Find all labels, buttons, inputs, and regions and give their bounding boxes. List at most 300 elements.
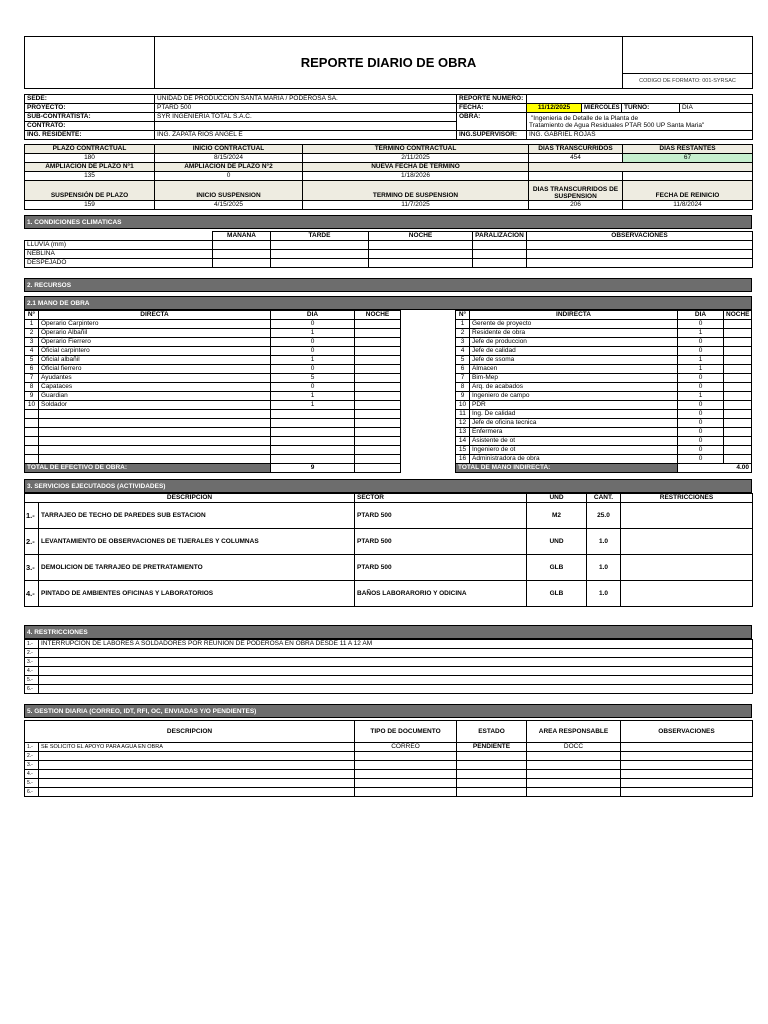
suspension-header: SUSPENSIÓN DE PLAZO bbox=[25, 181, 155, 201]
dias-restantes-header: DIAS RESTANTES bbox=[623, 145, 753, 154]
noche-count bbox=[355, 329, 401, 338]
table-row bbox=[25, 529, 753, 555]
row-number: 3 bbox=[456, 338, 470, 347]
empty-cell bbox=[355, 410, 401, 419]
staff-role: Administradora de obra bbox=[470, 455, 678, 464]
gestion-tipo bbox=[355, 770, 457, 779]
noche-header: NOCHE bbox=[724, 311, 752, 320]
plazo-table bbox=[24, 144, 753, 210]
table-row bbox=[25, 320, 401, 329]
clima-col-paralizacion: PARALIZACIÓN bbox=[473, 232, 527, 241]
worker-role: Operario Carpintero bbox=[39, 320, 271, 329]
gestion-description bbox=[39, 770, 355, 779]
dia-count: 1 bbox=[678, 365, 724, 374]
report-header bbox=[24, 36, 753, 89]
subcontratista-label: SUB-CONTRATISTA: bbox=[25, 113, 155, 122]
service-restricciones bbox=[621, 529, 753, 555]
clima-row-label: DESPEJADO bbox=[25, 259, 213, 268]
dia-count: 0 bbox=[678, 437, 724, 446]
residente-label: ING. RESIDENTE: bbox=[25, 131, 155, 140]
clima-col-tarde: TARDE bbox=[271, 232, 369, 241]
service-description: DEMOLICION DE TARRAJEO DE PRETRATAMIENTO bbox=[39, 555, 355, 581]
service-description: PINTADO DE AMBIENTES OFICINAS Y LABORATORIOS bbox=[39, 581, 355, 607]
termino-suspension-header: TERMINO DE SUSPENSION bbox=[303, 181, 529, 201]
empty-cell bbox=[271, 455, 355, 464]
service-und: GLB bbox=[527, 581, 587, 607]
empty-cell bbox=[39, 419, 271, 428]
gestion-area bbox=[527, 761, 621, 770]
row-number: 3.- bbox=[25, 555, 39, 581]
worker-role: Operario Fierrero bbox=[39, 338, 271, 347]
proyecto-label: PROYECTO: bbox=[25, 104, 155, 113]
noche-count bbox=[355, 338, 401, 347]
table-row bbox=[456, 437, 752, 446]
table-row bbox=[25, 356, 401, 365]
empty-cell bbox=[529, 172, 623, 181]
row-number: 9 bbox=[25, 392, 39, 401]
table-row bbox=[456, 347, 752, 356]
ampliacion-2-value: 0 bbox=[155, 172, 303, 181]
empty-cell bbox=[25, 437, 39, 446]
row-number: 1.- bbox=[25, 640, 39, 649]
service-restricciones bbox=[621, 503, 753, 529]
service-restricciones bbox=[621, 555, 753, 581]
project-info bbox=[24, 94, 753, 140]
row-number: 6.- bbox=[25, 788, 39, 797]
fecha-value: 11/12/2025 bbox=[527, 104, 582, 113]
worker-role: Oficial fierrero bbox=[39, 365, 271, 374]
staff-role: PDR bbox=[470, 401, 678, 410]
empty-cell bbox=[39, 410, 271, 419]
staff-role: Jefe de oficina tecnica bbox=[470, 419, 678, 428]
n-header: N° bbox=[25, 311, 39, 320]
servicios-col-descripcion: DESCRIPCION bbox=[25, 494, 355, 503]
row-number: 1 bbox=[456, 320, 470, 329]
inicio-suspension-value: 4/15/2025 bbox=[155, 201, 303, 210]
clima-row-label: NEBLINA bbox=[25, 250, 213, 259]
turno-value: DIA bbox=[680, 104, 753, 113]
row-number: 4 bbox=[25, 347, 39, 356]
staff-role: Arq. de acabados bbox=[470, 383, 678, 392]
empty-cell bbox=[473, 250, 527, 259]
empty-cell bbox=[473, 259, 527, 268]
table-row bbox=[25, 428, 401, 437]
gestion-area bbox=[527, 779, 621, 788]
gestion-tipo bbox=[355, 779, 457, 788]
dia-count: 1 bbox=[678, 329, 724, 338]
table-row bbox=[456, 419, 752, 428]
table-row bbox=[25, 410, 401, 419]
page-title: REPORTE DIARIO DE OBRA bbox=[155, 37, 623, 89]
table-row bbox=[25, 329, 401, 338]
worker-role: Soldador bbox=[39, 401, 271, 410]
noche-count bbox=[355, 356, 401, 365]
row-number: 8 bbox=[25, 383, 39, 392]
table-row bbox=[25, 555, 753, 581]
dia-count: 1 bbox=[271, 392, 355, 401]
service-und: UND bbox=[527, 529, 587, 555]
plazo-contractual-header: PLAZO CONTRACTUAL bbox=[25, 145, 155, 154]
empty-cell bbox=[369, 250, 473, 259]
table-row bbox=[25, 788, 753, 797]
table-row bbox=[25, 446, 401, 455]
dias-transcurridos-value: 454 bbox=[529, 154, 623, 163]
empty-cell bbox=[355, 464, 401, 473]
row-number: 10 bbox=[456, 401, 470, 410]
noche-count bbox=[355, 392, 401, 401]
termino-suspension-value: 11/7/2025 bbox=[303, 201, 529, 210]
dia-count: 1 bbox=[271, 329, 355, 338]
empty-cell bbox=[25, 410, 39, 419]
obra-line-1: "Ingenieria de Detalle de la Planta de bbox=[531, 115, 639, 122]
table-row bbox=[25, 365, 401, 374]
section-servicios: 3. SERVICIOS EJECUTADOS (ACTIVIDADES) bbox=[24, 479, 752, 493]
turno-label: TURNO: bbox=[622, 104, 680, 113]
nueva-fecha-value: 1/18/2026 bbox=[303, 172, 529, 181]
table-row bbox=[456, 446, 752, 455]
row-number: 9 bbox=[456, 392, 470, 401]
inicio-suspension-header: INICIO SUSPENSION bbox=[155, 181, 303, 201]
empty-cell bbox=[271, 428, 355, 437]
row-number: 4.- bbox=[25, 770, 39, 779]
service-sector: PTARD 500 bbox=[355, 555, 527, 581]
termino-contractual-header: TÉRMINO CONTRACTUAL bbox=[303, 145, 529, 154]
row-number: 4 bbox=[456, 347, 470, 356]
weekday-value: MIÉRCOLES bbox=[582, 104, 622, 113]
worker-role: Operario Albañil bbox=[39, 329, 271, 338]
reporte-label: REPORTE NÚMERO: bbox=[457, 95, 527, 104]
gestion-area bbox=[527, 788, 621, 797]
dias-suspension-value: 206 bbox=[529, 201, 623, 210]
staff-role: Enfermera bbox=[470, 428, 678, 437]
noche-count bbox=[724, 455, 752, 464]
row-number: 3.- bbox=[25, 658, 39, 667]
empty-cell bbox=[25, 428, 39, 437]
table-row bbox=[456, 329, 752, 338]
restriction-text: INTERRUPCION DE LABORES A SOLDADORES POR REUNION DE PODEROSA EN OBRA DESDE 11 A 12 AM bbox=[39, 640, 753, 649]
dia-count: 0 bbox=[271, 338, 355, 347]
suspension-value: 159 bbox=[25, 201, 155, 210]
worker-role: Guardian bbox=[39, 392, 271, 401]
table-row bbox=[25, 437, 401, 446]
service-restricciones bbox=[621, 581, 753, 607]
dia-count: 0 bbox=[678, 419, 724, 428]
row-number: 2.- bbox=[25, 529, 39, 555]
dia-count: 0 bbox=[678, 410, 724, 419]
dias-restantes-value: 67 bbox=[623, 154, 753, 163]
noche-count bbox=[724, 428, 752, 437]
table-row bbox=[456, 410, 752, 419]
clima-col-observaciones: OBSERVACIONES bbox=[527, 232, 753, 241]
table-row bbox=[25, 392, 401, 401]
dia-count: 0 bbox=[271, 347, 355, 356]
format-code: CODIGO DE FORMATO: 001-SYRSAC bbox=[639, 78, 736, 84]
row-number: 1.- bbox=[25, 743, 39, 752]
empty-cell bbox=[527, 259, 753, 268]
gestion-estado: PENDIENTE bbox=[457, 743, 527, 752]
table-row bbox=[25, 779, 753, 788]
total-directa-label: TOTAL DE EFECTIVO DE OBRA: bbox=[25, 464, 271, 473]
dia-count: 0 bbox=[678, 446, 724, 455]
contrato-value bbox=[155, 122, 457, 131]
table-row bbox=[456, 365, 752, 374]
gestion-tipo bbox=[355, 761, 457, 770]
service-description: TARRAJEO DE TECHO DE PAREDES SUB ESTACION bbox=[39, 503, 355, 529]
staff-role: Ingeniero de campo bbox=[470, 392, 678, 401]
dia-header: DIA bbox=[271, 311, 355, 320]
empty-cell bbox=[527, 241, 753, 250]
noche-count bbox=[724, 356, 752, 365]
empty-cell bbox=[25, 446, 39, 455]
empty-cell bbox=[213, 259, 271, 268]
sede-label: SEDE: bbox=[25, 95, 155, 104]
table-row bbox=[25, 649, 753, 658]
gestion-tipo: CORREO bbox=[355, 743, 457, 752]
service-und: M2 bbox=[527, 503, 587, 529]
servicios-table bbox=[24, 493, 753, 607]
noche-count bbox=[355, 365, 401, 374]
noche-count bbox=[355, 383, 401, 392]
dia-count: 0 bbox=[678, 428, 724, 437]
dia-count: 1 bbox=[271, 356, 355, 365]
termino-contractual-value: 2/11/2025 bbox=[303, 154, 529, 163]
gestion-area bbox=[527, 770, 621, 779]
row-number: 3 bbox=[25, 338, 39, 347]
empty-cell bbox=[473, 241, 527, 250]
row-number: 10 bbox=[25, 401, 39, 410]
staff-role: Bim-Mep bbox=[470, 374, 678, 383]
service-und: GLB bbox=[527, 555, 587, 581]
noche-count bbox=[724, 410, 752, 419]
servicios-col-restricciones: RESTRICCIONES bbox=[621, 494, 753, 503]
row-number: 7 bbox=[456, 374, 470, 383]
obra-line-2: Tratamiento de Agua Residuales PTAR 500 UP Santa Maria" bbox=[529, 122, 705, 129]
service-cant: 25.0 bbox=[587, 503, 621, 529]
row-number: 13 bbox=[456, 428, 470, 437]
row-number: 5.- bbox=[25, 779, 39, 788]
gestion-description bbox=[39, 779, 355, 788]
table-row bbox=[25, 419, 401, 428]
clima-col-noche: NOCHE bbox=[369, 232, 473, 241]
table-row bbox=[456, 401, 752, 410]
inicio-contractual-header: INICIO CONTRACTUAL bbox=[155, 145, 303, 154]
empty-cell bbox=[25, 455, 39, 464]
restriction-text bbox=[39, 658, 753, 667]
gestion-estado bbox=[457, 779, 527, 788]
noche-count bbox=[724, 347, 752, 356]
directa-header: DIRECTA bbox=[39, 311, 271, 320]
dias-suspension-header: DIAS TRANSCURRIDOS DE SUSPENSION bbox=[529, 181, 623, 201]
inicio-contractual-value: 8/15/2024 bbox=[155, 154, 303, 163]
clima-table bbox=[24, 231, 753, 268]
restriction-text bbox=[39, 676, 753, 685]
dia-count: 0 bbox=[678, 320, 724, 329]
mano-obra-directa-table bbox=[24, 310, 401, 473]
nueva-fecha-header: NUEVA FECHA DE TERMINO bbox=[303, 163, 529, 172]
table-row bbox=[456, 356, 752, 365]
gestion-observaciones bbox=[621, 743, 753, 752]
total-indirecta-label: TOTAL DE MANO INDIRECTA: bbox=[456, 464, 678, 473]
logo-area bbox=[25, 37, 155, 89]
total-directa-value: 9 bbox=[271, 464, 355, 473]
gestion-col-descripcion: DESCRIPCION bbox=[25, 721, 355, 743]
section-gestion: 5. GESTION DIARIA (CORREO, IDT, RFI, OC, ENVIADAS Y/O PENDIENTES) bbox=[24, 704, 752, 718]
servicios-col-und: UND bbox=[527, 494, 587, 503]
noche-count bbox=[724, 320, 752, 329]
restriction-text bbox=[39, 685, 753, 694]
dia-count: 1 bbox=[271, 401, 355, 410]
empty-cell bbox=[39, 455, 271, 464]
table-row bbox=[25, 640, 753, 649]
row-number: 1.- bbox=[25, 503, 39, 529]
empty-cell bbox=[271, 250, 369, 259]
service-cant: 1.0 bbox=[587, 581, 621, 607]
staff-role: Ing. De calidad bbox=[470, 410, 678, 419]
gestion-observaciones bbox=[621, 761, 753, 770]
row-number: 7 bbox=[25, 374, 39, 383]
noche-count bbox=[724, 446, 752, 455]
fecha-reinicio-header: FECHA DE REINICIO bbox=[623, 181, 753, 201]
table-row bbox=[25, 676, 753, 685]
empty-cell bbox=[271, 419, 355, 428]
gestion-area: DOCC bbox=[527, 743, 621, 752]
noche-count bbox=[724, 392, 752, 401]
table-row bbox=[25, 752, 753, 761]
service-sector: PTARD 500 bbox=[355, 529, 527, 555]
empty-cell bbox=[213, 250, 271, 259]
report-sheet bbox=[24, 36, 752, 797]
total-indirecta-value: 4.00 bbox=[678, 464, 752, 473]
empty-cell bbox=[39, 437, 271, 446]
empty-cell bbox=[355, 428, 401, 437]
noche-count bbox=[724, 329, 752, 338]
mano-obra-indirecta-table bbox=[455, 310, 752, 473]
row-number: 2.- bbox=[25, 752, 39, 761]
restriction-text bbox=[39, 649, 753, 658]
dia-count: 1 bbox=[678, 356, 724, 365]
table-row bbox=[456, 383, 752, 392]
row-number: 11 bbox=[456, 410, 470, 419]
gestion-observaciones bbox=[621, 779, 753, 788]
empty-cell bbox=[25, 232, 213, 241]
table-row bbox=[25, 761, 753, 770]
row-number: 6 bbox=[25, 365, 39, 374]
gestion-description: SE SOLICITO EL APOYO PARA AGUA EN OBRA bbox=[39, 743, 355, 752]
row-number: 12 bbox=[456, 419, 470, 428]
n-header: N° bbox=[456, 311, 470, 320]
gestion-description bbox=[39, 752, 355, 761]
gestion-tipo bbox=[355, 788, 457, 797]
servicios-col-sector: SECTOR bbox=[355, 494, 527, 503]
noche-count bbox=[724, 437, 752, 446]
noche-count bbox=[724, 401, 752, 410]
gestion-estado bbox=[457, 788, 527, 797]
gestion-col-observaciones: OBSERVACIONES bbox=[621, 721, 753, 743]
reporte-value bbox=[527, 95, 753, 104]
restriction-text bbox=[39, 667, 753, 676]
empty-cell bbox=[25, 419, 39, 428]
dia-count: 0 bbox=[678, 338, 724, 347]
noche-count bbox=[724, 338, 752, 347]
worker-role: Oficial carpintero bbox=[39, 347, 271, 356]
dia-count: 0 bbox=[271, 383, 355, 392]
row-number: 14 bbox=[456, 437, 470, 446]
row-number: 2 bbox=[456, 329, 470, 338]
service-sector: PTARD 500 bbox=[355, 503, 527, 529]
dia-count: 0 bbox=[678, 401, 724, 410]
gestion-observaciones bbox=[621, 770, 753, 779]
empty-cell bbox=[271, 259, 369, 268]
gestion-col-area: AREA RESPONSABLE bbox=[527, 721, 621, 743]
gestion-col-tipo: TIPO DE DOCUMENTO bbox=[355, 721, 457, 743]
gestion-estado bbox=[457, 770, 527, 779]
dia-count: 0 bbox=[271, 365, 355, 374]
obra-value bbox=[527, 113, 753, 131]
gestion-description bbox=[39, 788, 355, 797]
noche-count bbox=[355, 320, 401, 329]
dia-count: 0 bbox=[678, 374, 724, 383]
section-clima: 1. CONDICIONES CLIMATICAS bbox=[24, 215, 752, 229]
service-sector: BAÑOS LABORARORIO Y ODICINA bbox=[355, 581, 527, 607]
plazo-contractual-value: 180 bbox=[25, 154, 155, 163]
ampliacion-1-header: AMPLIACION DE PLAZO N°1 bbox=[25, 163, 155, 172]
empty-cell bbox=[355, 455, 401, 464]
gestion-col-estado: ESTADO bbox=[457, 721, 527, 743]
row-number: 5.- bbox=[25, 676, 39, 685]
row-number: 1 bbox=[25, 320, 39, 329]
staff-role: Gerente de proyecto bbox=[470, 320, 678, 329]
row-number: 2 bbox=[25, 329, 39, 338]
noche-count bbox=[355, 401, 401, 410]
servicios-col-cant: CANT. bbox=[587, 494, 621, 503]
gestion-area bbox=[527, 752, 621, 761]
ampliacion-1-value: 135 bbox=[25, 172, 155, 181]
empty-cell bbox=[271, 410, 355, 419]
obra-label: OBRA: bbox=[457, 113, 527, 131]
table-row bbox=[25, 401, 401, 410]
contrato-label: CONTRATO: bbox=[25, 122, 155, 131]
clima-row-label: LLUVIA (mm) bbox=[25, 241, 213, 250]
table-row bbox=[25, 455, 401, 464]
dia-header: DIA bbox=[678, 311, 724, 320]
sede-value: UNIDAD DE PRODUCCION SANTA MARIA / PODEROSA SA. bbox=[155, 95, 457, 104]
subcontratista-value: SYR INGENIERIA TOTAL S.A.C. bbox=[155, 113, 457, 122]
table-row bbox=[456, 455, 752, 464]
staff-role: Jefe de ssoma bbox=[470, 356, 678, 365]
noche-count bbox=[355, 347, 401, 356]
table-row bbox=[25, 383, 401, 392]
empty-cell bbox=[271, 241, 369, 250]
table-row bbox=[456, 374, 752, 383]
empty-cell bbox=[39, 446, 271, 455]
empty-cell bbox=[355, 446, 401, 455]
table-row bbox=[25, 374, 401, 383]
gestion-tipo bbox=[355, 752, 457, 761]
table-row bbox=[25, 658, 753, 667]
gestion-observaciones bbox=[621, 752, 753, 761]
staff-role: Residente de obra bbox=[470, 329, 678, 338]
row-number: 5 bbox=[456, 356, 470, 365]
service-description: LEVANTAMIENTO DE OBSERVACIONES DE TIJERALES Y COLUMNAS bbox=[39, 529, 355, 555]
row-number: 6.- bbox=[25, 685, 39, 694]
table-row bbox=[25, 347, 401, 356]
table-row bbox=[456, 338, 752, 347]
gestion-description bbox=[39, 761, 355, 770]
row-number: 2.- bbox=[25, 649, 39, 658]
empty-cell bbox=[623, 163, 753, 172]
table-row bbox=[25, 667, 753, 676]
staff-role: Almacen bbox=[470, 365, 678, 374]
